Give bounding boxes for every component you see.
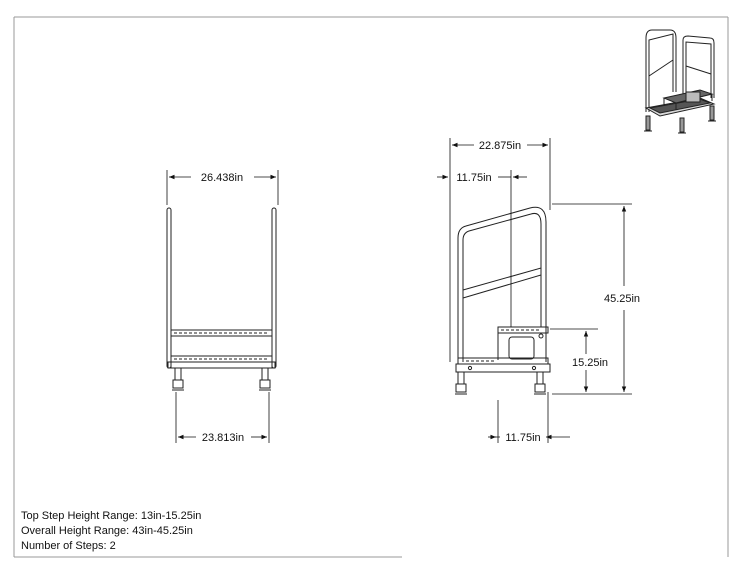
spec-overall-height: Overall Height Range: 43in-45.25in [21, 525, 193, 537]
side-top-step-height-label: 15.25in [571, 357, 609, 369]
isometric-thumbnail [644, 30, 716, 133]
front-view [167, 208, 276, 390]
side-overall-depth-label: 22.875in [478, 140, 522, 152]
side-overall-height-label: 45.25in [603, 293, 641, 305]
sheet-border [14, 17, 728, 557]
spec-number-of-steps: Number of Steps: 2 [21, 540, 116, 552]
side-view [455, 207, 550, 394]
front-base-width-label: 23.813in [201, 432, 245, 444]
spec-top-step-height: Top Step Height Range: 13in-15.25in [21, 510, 202, 522]
side-handrail-depth-dimension [437, 170, 527, 327]
front-top-width-label: 26.438in [200, 172, 244, 184]
side-step-depth-label: 11.75in [505, 432, 541, 444]
side-handrail-depth-label: 11.75in [456, 172, 492, 184]
